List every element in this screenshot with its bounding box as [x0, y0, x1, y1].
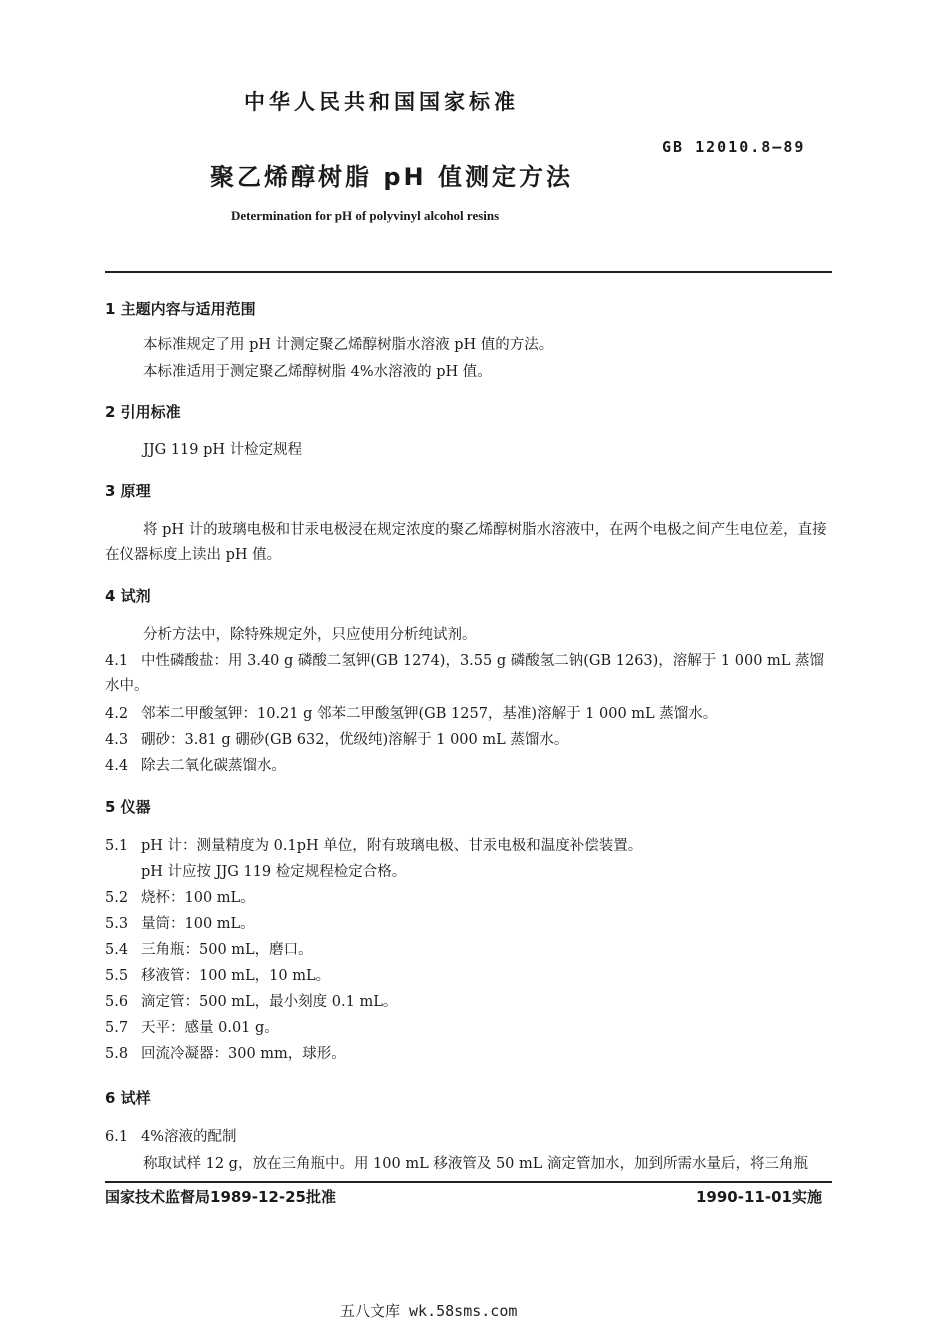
apparatus-item-number: 5.6: [105, 994, 129, 1010]
apparatus-item: [105, 1016, 279, 1041]
apparatus-item-text: 移液管：100 mL，10 mL。: [141, 968, 331, 984]
apparatus-item: [105, 860, 406, 885]
english-title: Determination for pH of polyvinyl alcohol resins: [231, 208, 500, 223]
apparatus-item-text: 回流冷凝器：300 mm，球形。: [141, 1046, 346, 1062]
section-3-heading: 3 原理: [105, 482, 151, 500]
section-1-paragraph-2: 本标准适用于测定聚乙烯醇树脂 4%水溶液的 pH 值。: [143, 364, 492, 380]
apparatus-item: [105, 886, 255, 911]
sample-subsection-title: 4%溶液的配制: [141, 1129, 237, 1145]
apparatus-item-text: 三角瓶：500 mL，磨口。: [141, 942, 313, 958]
section-2-reference: JJG 119 pH 计检定规程: [143, 442, 303, 458]
apparatus-item-number: 5.7: [105, 1020, 129, 1036]
document-title: 聚乙烯醇树脂 pH 值测定方法: [210, 163, 573, 191]
approval-date: 国家技术监督局1989-12-25批准: [105, 1188, 336, 1206]
reagent-item: [105, 649, 835, 699]
section-6-heading: 6 试样: [105, 1089, 151, 1107]
section-1-paragraph-1: 本标准规定了用 pH 计测定聚乙烯醇树脂水溶液 pH 值的方法。: [143, 337, 554, 353]
sample-subsection-number: 6.1: [105, 1129, 129, 1145]
apparatus-item: [105, 938, 313, 963]
reagent-item: [105, 728, 568, 753]
reagent-item-number: 4.4: [105, 758, 129, 774]
reagent-item: [105, 754, 286, 779]
reagent-item: [105, 702, 717, 727]
apparatus-item-number: 5.8: [105, 1046, 129, 1062]
reagent-item-text: 除去二氧化碳蒸馏水。: [141, 758, 286, 774]
standard-number: GB 12010.8—89: [662, 138, 806, 156]
apparatus-item-text: 量筒：100 mL。: [141, 916, 255, 932]
apparatus-item-text: 烧杯：100 mL。: [141, 890, 255, 906]
reagent-item-text: 硼砂：3.81 g 硼砂(GB 632，优级纯)溶解于 1 000 mL 蒸馏水。: [141, 732, 569, 748]
apparatus-item: [105, 964, 330, 989]
section-1-heading: 1 主题内容与适用范围: [105, 300, 256, 318]
section-4-heading: 4 试剂: [105, 587, 151, 605]
apparatus-item-number: 5.5: [105, 968, 129, 984]
apparatus-item: [105, 912, 255, 937]
sample-subsection: [105, 1125, 237, 1150]
section-2-heading: 2 引用标准: [105, 403, 181, 421]
apparatus-item-number: 5.1: [105, 838, 129, 854]
apparatus-item: [105, 990, 397, 1015]
apparatus-item-number: 5.3: [105, 916, 129, 932]
apparatus-item-text: pH 计应按 JJG 119 检定规程检定合格。: [141, 864, 407, 880]
footer-divider: [105, 1181, 832, 1183]
implementation-date: 1990-11-01实施: [696, 1188, 822, 1206]
reagent-item-number: 4.1: [105, 653, 129, 669]
section-4-intro: 分析方法中，除特殊规定外，只应使用分析纯试剂。: [143, 627, 477, 643]
apparatus-item: [105, 1042, 346, 1067]
reagent-item-number: 4.2: [105, 706, 129, 722]
section-5-heading: 5 仪器: [105, 798, 151, 816]
apparatus-item-number: 5.2: [105, 890, 129, 906]
apparatus-item-number: 5.4: [105, 942, 129, 958]
sample-paragraph: 称取试样 12 g，放在三角瓶中。用 100 mL 移液管及 50 mL 滴定管加水，加到所需水量后，将三角瓶: [143, 1156, 808, 1172]
apparatus-item-text: pH 计：测量精度为 0.1pH 单位，附有玻璃电极、甘汞电极和温度补偿装置。: [141, 838, 643, 854]
reagent-item-text: 中性磷酸盐：用 3.40 g 磷酸二氢钾(GB 1274)，3.55 g 磷酸氢二钠(GB 1263)，溶解于 1 000 mL 蒸馏水中。: [105, 653, 825, 694]
section-3-paragraph: 将 pH 计的玻璃电极和甘汞电极浸在规定浓度的聚乙烯醇树脂水溶液中，在两个电极之间产生电位差，直接在仪器标度上读出 pH 值。: [105, 522, 827, 563]
apparatus-item-text: 天平：感量 0.01 g。: [141, 1020, 279, 1036]
apparatus-item: [105, 834, 642, 859]
national-standard-title: 中华人民共和国国家标准: [244, 90, 519, 114]
reagent-item-number: 4.3: [105, 732, 129, 748]
reagent-item-text: 邻苯二甲酸氢钾：10.21 g 邻苯二甲酸氢钾(GB 1257，基准)溶解于 1 000 mL 蒸馏水。: [141, 706, 718, 722]
watermark-text: 五八文库 wk.58sms.com: [340, 1302, 518, 1320]
apparatus-item-text: 滴定管：500 mL，最小刻度 0.1 mL。: [141, 994, 398, 1010]
header-divider: [105, 271, 832, 273]
